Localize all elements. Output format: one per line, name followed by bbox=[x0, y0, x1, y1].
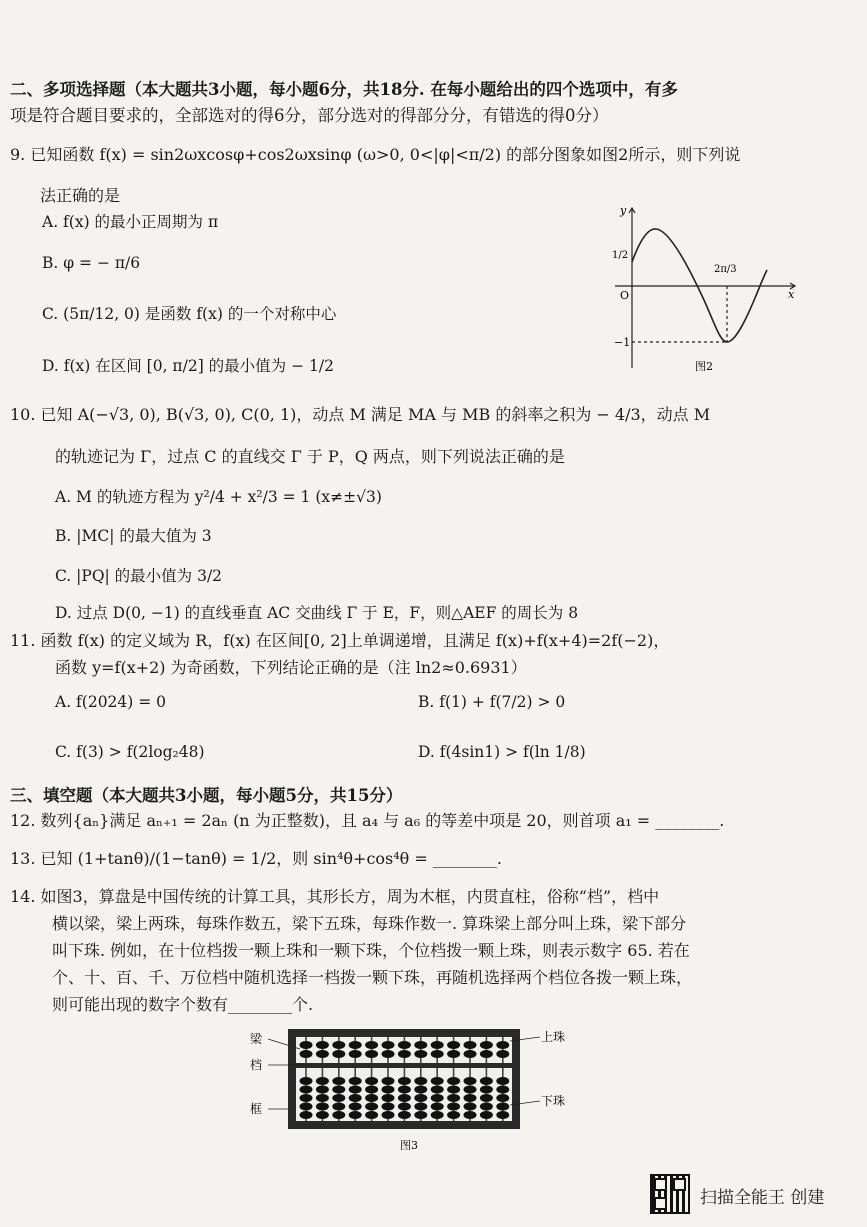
label-upper-bead: 上珠 bbox=[541, 1030, 566, 1044]
upper-bead bbox=[349, 1050, 362, 1058]
lower-bead bbox=[480, 1077, 493, 1085]
lower-bead bbox=[414, 1077, 427, 1085]
lower-bead bbox=[316, 1094, 329, 1102]
lower-bead bbox=[332, 1094, 345, 1102]
upper-bead bbox=[382, 1050, 395, 1058]
lower-bead bbox=[431, 1086, 444, 1094]
lower-bead bbox=[300, 1111, 313, 1119]
label-kuang: 框 bbox=[250, 1102, 263, 1116]
q14-line1: 14. 如图3，算盘是中国传统的计算工具，其形长方，周为木框，内贯直柱，俗称“档”，档中 bbox=[10, 887, 660, 906]
lower-bead bbox=[464, 1094, 477, 1102]
lower-bead bbox=[398, 1094, 411, 1102]
upper-bead bbox=[316, 1050, 329, 1058]
q10-stem-line1: 10. 已知 A(−√3, 0), B(√3, 0), C(0, 1)，动点 M 满足 MA 与 MB 的斜率之积为 − 4/3，动点 M bbox=[10, 405, 711, 424]
lower-bead bbox=[480, 1103, 493, 1111]
x-axis-label: x bbox=[788, 288, 795, 301]
upper-bead bbox=[480, 1041, 493, 1049]
q14-line5: 则可能出现的数字个数有________个. bbox=[52, 995, 314, 1014]
lower-bead bbox=[300, 1077, 313, 1085]
lower-bead bbox=[431, 1077, 444, 1085]
lower-bead bbox=[447, 1103, 460, 1111]
q14-line4: 个、十、百、千、万位档中随机选择一档拨一颗下珠，再随机选择两个档位各拨一颗上珠， bbox=[52, 968, 693, 987]
q11-stem-line1: 11. 函数 f(x) 的定义域为 R，f(x) 在区间[0, 2]上单调递增，且满足 f(x)+f(x+4)=2f(−2)， bbox=[10, 631, 670, 650]
lower-bead bbox=[464, 1103, 477, 1111]
label-lower-bead: 下珠 bbox=[541, 1094, 566, 1108]
lower-bead bbox=[447, 1111, 460, 1119]
upper-bead bbox=[431, 1050, 444, 1058]
lower-bead bbox=[464, 1111, 477, 1119]
tick-half: 1/2 bbox=[612, 250, 629, 261]
tick-2pi3: 2π/3 bbox=[714, 264, 737, 275]
q9-stem-line1: 9. 已知函数 f(x) = sin2ωxcosφ+cos2ωxsinφ (ω>0, 0<|φ|<π/2) 的部分图象如图2所示，则下列说 bbox=[10, 145, 741, 164]
lower-bead bbox=[382, 1077, 395, 1085]
upper-bead bbox=[365, 1041, 378, 1049]
lower-bead bbox=[300, 1086, 313, 1094]
origin-label: O bbox=[620, 289, 630, 302]
lower-bead bbox=[332, 1086, 345, 1094]
lower-bead bbox=[431, 1103, 444, 1111]
label-liang: 梁 bbox=[250, 1032, 263, 1046]
lower-bead bbox=[349, 1094, 362, 1102]
upper-bead bbox=[447, 1050, 460, 1058]
upper-bead bbox=[464, 1041, 477, 1049]
upper-bead bbox=[332, 1041, 345, 1049]
upper-bead bbox=[398, 1050, 411, 1058]
lower-bead bbox=[480, 1086, 493, 1094]
upper-bead bbox=[382, 1041, 395, 1049]
lower-bead bbox=[349, 1111, 362, 1119]
lower-bead bbox=[332, 1077, 345, 1085]
lower-bead bbox=[464, 1077, 477, 1085]
lower-bead bbox=[431, 1111, 444, 1119]
upper-bead bbox=[447, 1041, 460, 1049]
lower-bead bbox=[365, 1111, 378, 1119]
q14-line3: 叫下珠. 例如，在十位档拨一颗上珠和一颗下珠，个位档拨一颗上珠，则表示数字 65. 若在 bbox=[52, 941, 690, 960]
section2-heading-line1: 二、多项选择题（本大题共3小题，每小题6分，共18分. 在每小题给出的四个选项中，有多 bbox=[10, 80, 678, 99]
lower-bead bbox=[382, 1094, 395, 1102]
lower-bead bbox=[332, 1111, 345, 1119]
q10-option-d: D. 过点 D(0, −1) 的直线垂直 AC 交曲线 Γ 于 E，F，则△AEF 的周长为 8 bbox=[55, 604, 579, 622]
abacus-beam bbox=[296, 1063, 512, 1068]
q9-stem-line2: 法正确的是 bbox=[40, 186, 121, 205]
q11-option-a: A. f(2024) = 0 bbox=[55, 693, 167, 711]
lower-bead bbox=[414, 1094, 427, 1102]
y-axis-label: y bbox=[620, 204, 627, 217]
lower-bead bbox=[398, 1111, 411, 1119]
lower-bead bbox=[447, 1077, 460, 1085]
upper-bead bbox=[480, 1050, 493, 1058]
figure-2-graph bbox=[610, 200, 810, 375]
q9-option-a: A. f(x) 的最小正周期为 π bbox=[42, 213, 219, 231]
lower-bead bbox=[447, 1086, 460, 1094]
lower-bead bbox=[365, 1094, 378, 1102]
q9-option-d: D. f(x) 在区间 [0, π/2] 的最小值为 − 1/2 bbox=[42, 357, 334, 375]
lower-bead bbox=[365, 1077, 378, 1085]
lower-bead bbox=[382, 1103, 395, 1111]
lower-bead bbox=[316, 1103, 329, 1111]
lower-bead bbox=[398, 1077, 411, 1085]
lower-bead bbox=[496, 1111, 509, 1119]
lower-bead bbox=[496, 1077, 509, 1085]
q10-stem-line2: 的轨迹记为 Γ，过点 C 的直线交 Γ 于 P，Q 两点，则下列说法正确的是 bbox=[55, 447, 565, 466]
upper-bead bbox=[414, 1050, 427, 1058]
tick-neg1: −1 bbox=[614, 336, 631, 349]
q11-stem-line2: 函数 y=f(x+2) 为奇函数，下列结论正确的是（注 ln2≈0.6931） bbox=[55, 658, 527, 677]
q12-text: 12. 数列{aₙ}满足 aₙ₊₁ = 2aₙ (n 为正整数)，且 a₄ 与 a₆ 的等差中项是 20，则首项 a₁ = ________. bbox=[10, 811, 725, 830]
lower-bead bbox=[414, 1103, 427, 1111]
lower-bead bbox=[414, 1086, 427, 1094]
q10-option-c: C. |PQ| 的最小值为 3/2 bbox=[55, 567, 223, 585]
upper-bead bbox=[349, 1041, 362, 1049]
upper-bead bbox=[496, 1050, 509, 1058]
lower-bead bbox=[496, 1094, 509, 1102]
qr-code-icon bbox=[652, 1176, 688, 1212]
lower-bead bbox=[464, 1086, 477, 1094]
figure-3-caption: 图3 bbox=[400, 1139, 418, 1152]
lower-bead bbox=[480, 1094, 493, 1102]
upper-bead bbox=[300, 1041, 313, 1049]
lower-bead bbox=[480, 1111, 493, 1119]
lower-bead bbox=[316, 1086, 329, 1094]
lower-bead bbox=[365, 1103, 378, 1111]
upper-bead bbox=[464, 1050, 477, 1058]
lower-bead bbox=[316, 1111, 329, 1119]
lower-bead bbox=[496, 1103, 509, 1111]
upper-bead bbox=[300, 1050, 313, 1058]
lower-bead bbox=[349, 1103, 362, 1111]
lower-bead bbox=[349, 1077, 362, 1085]
lower-bead bbox=[431, 1094, 444, 1102]
upper-bead bbox=[316, 1041, 329, 1049]
upper-bead bbox=[431, 1041, 444, 1049]
figure-2-caption: 图2 bbox=[695, 360, 713, 373]
lower-bead bbox=[349, 1086, 362, 1094]
q11-option-b: B. f(1) + f(7/2) > 0 bbox=[418, 693, 566, 711]
label-dang: 档 bbox=[250, 1058, 263, 1072]
upper-bead bbox=[398, 1041, 411, 1049]
q10-option-a: A. M 的轨迹方程为 y²/4 + x²/3 = 1 (x≠±√3) bbox=[55, 488, 382, 506]
upper-bead bbox=[414, 1041, 427, 1049]
lower-bead bbox=[398, 1103, 411, 1111]
upper-bead bbox=[365, 1050, 378, 1058]
lower-bead bbox=[447, 1094, 460, 1102]
section3-heading: 三、填空题（本大题共3小题，每小题5分，共15分） bbox=[10, 786, 403, 805]
watermark-text: 扫描全能王 创建 bbox=[700, 1188, 825, 1208]
figure-3-abacus bbox=[248, 1025, 588, 1160]
q14-line2: 横以梁，梁上两珠，每珠作数五，梁下五珠，每珠作数一. 算珠梁上部分叫上珠，梁下部分 bbox=[52, 914, 687, 933]
lower-bead bbox=[332, 1103, 345, 1111]
lower-bead bbox=[496, 1086, 509, 1094]
q9-option-b: B. φ = − π/6 bbox=[42, 254, 141, 272]
q9-option-c: C. (5π/12, 0) 是函数 f(x) 的一个对称中心 bbox=[42, 305, 337, 323]
q11-option-c: C. f(3) > f(2log₂48) bbox=[55, 743, 205, 761]
lower-bead bbox=[316, 1077, 329, 1085]
upper-bead bbox=[332, 1050, 345, 1058]
lower-bead bbox=[382, 1086, 395, 1094]
q10-option-b: B. |MC| 的最大值为 3 bbox=[55, 527, 212, 545]
q13-text: 13. 已知 (1+tanθ)/(1−tanθ) = 1/2，则 sin⁴θ+cos⁴θ = ________. bbox=[10, 849, 502, 868]
lower-bead bbox=[365, 1086, 378, 1094]
lower-bead bbox=[398, 1086, 411, 1094]
section2-heading-line2: 项是符合题目要求的，全部选对的得6分，部分选对的得部分分，有错选的得0分） bbox=[10, 106, 609, 125]
lower-bead bbox=[382, 1111, 395, 1119]
q11-option-d: D. f(4sin1) > f(ln 1/8) bbox=[418, 743, 586, 761]
lower-bead bbox=[414, 1111, 427, 1119]
lower-bead bbox=[300, 1094, 313, 1102]
lower-bead bbox=[300, 1103, 313, 1111]
upper-bead bbox=[496, 1041, 509, 1049]
